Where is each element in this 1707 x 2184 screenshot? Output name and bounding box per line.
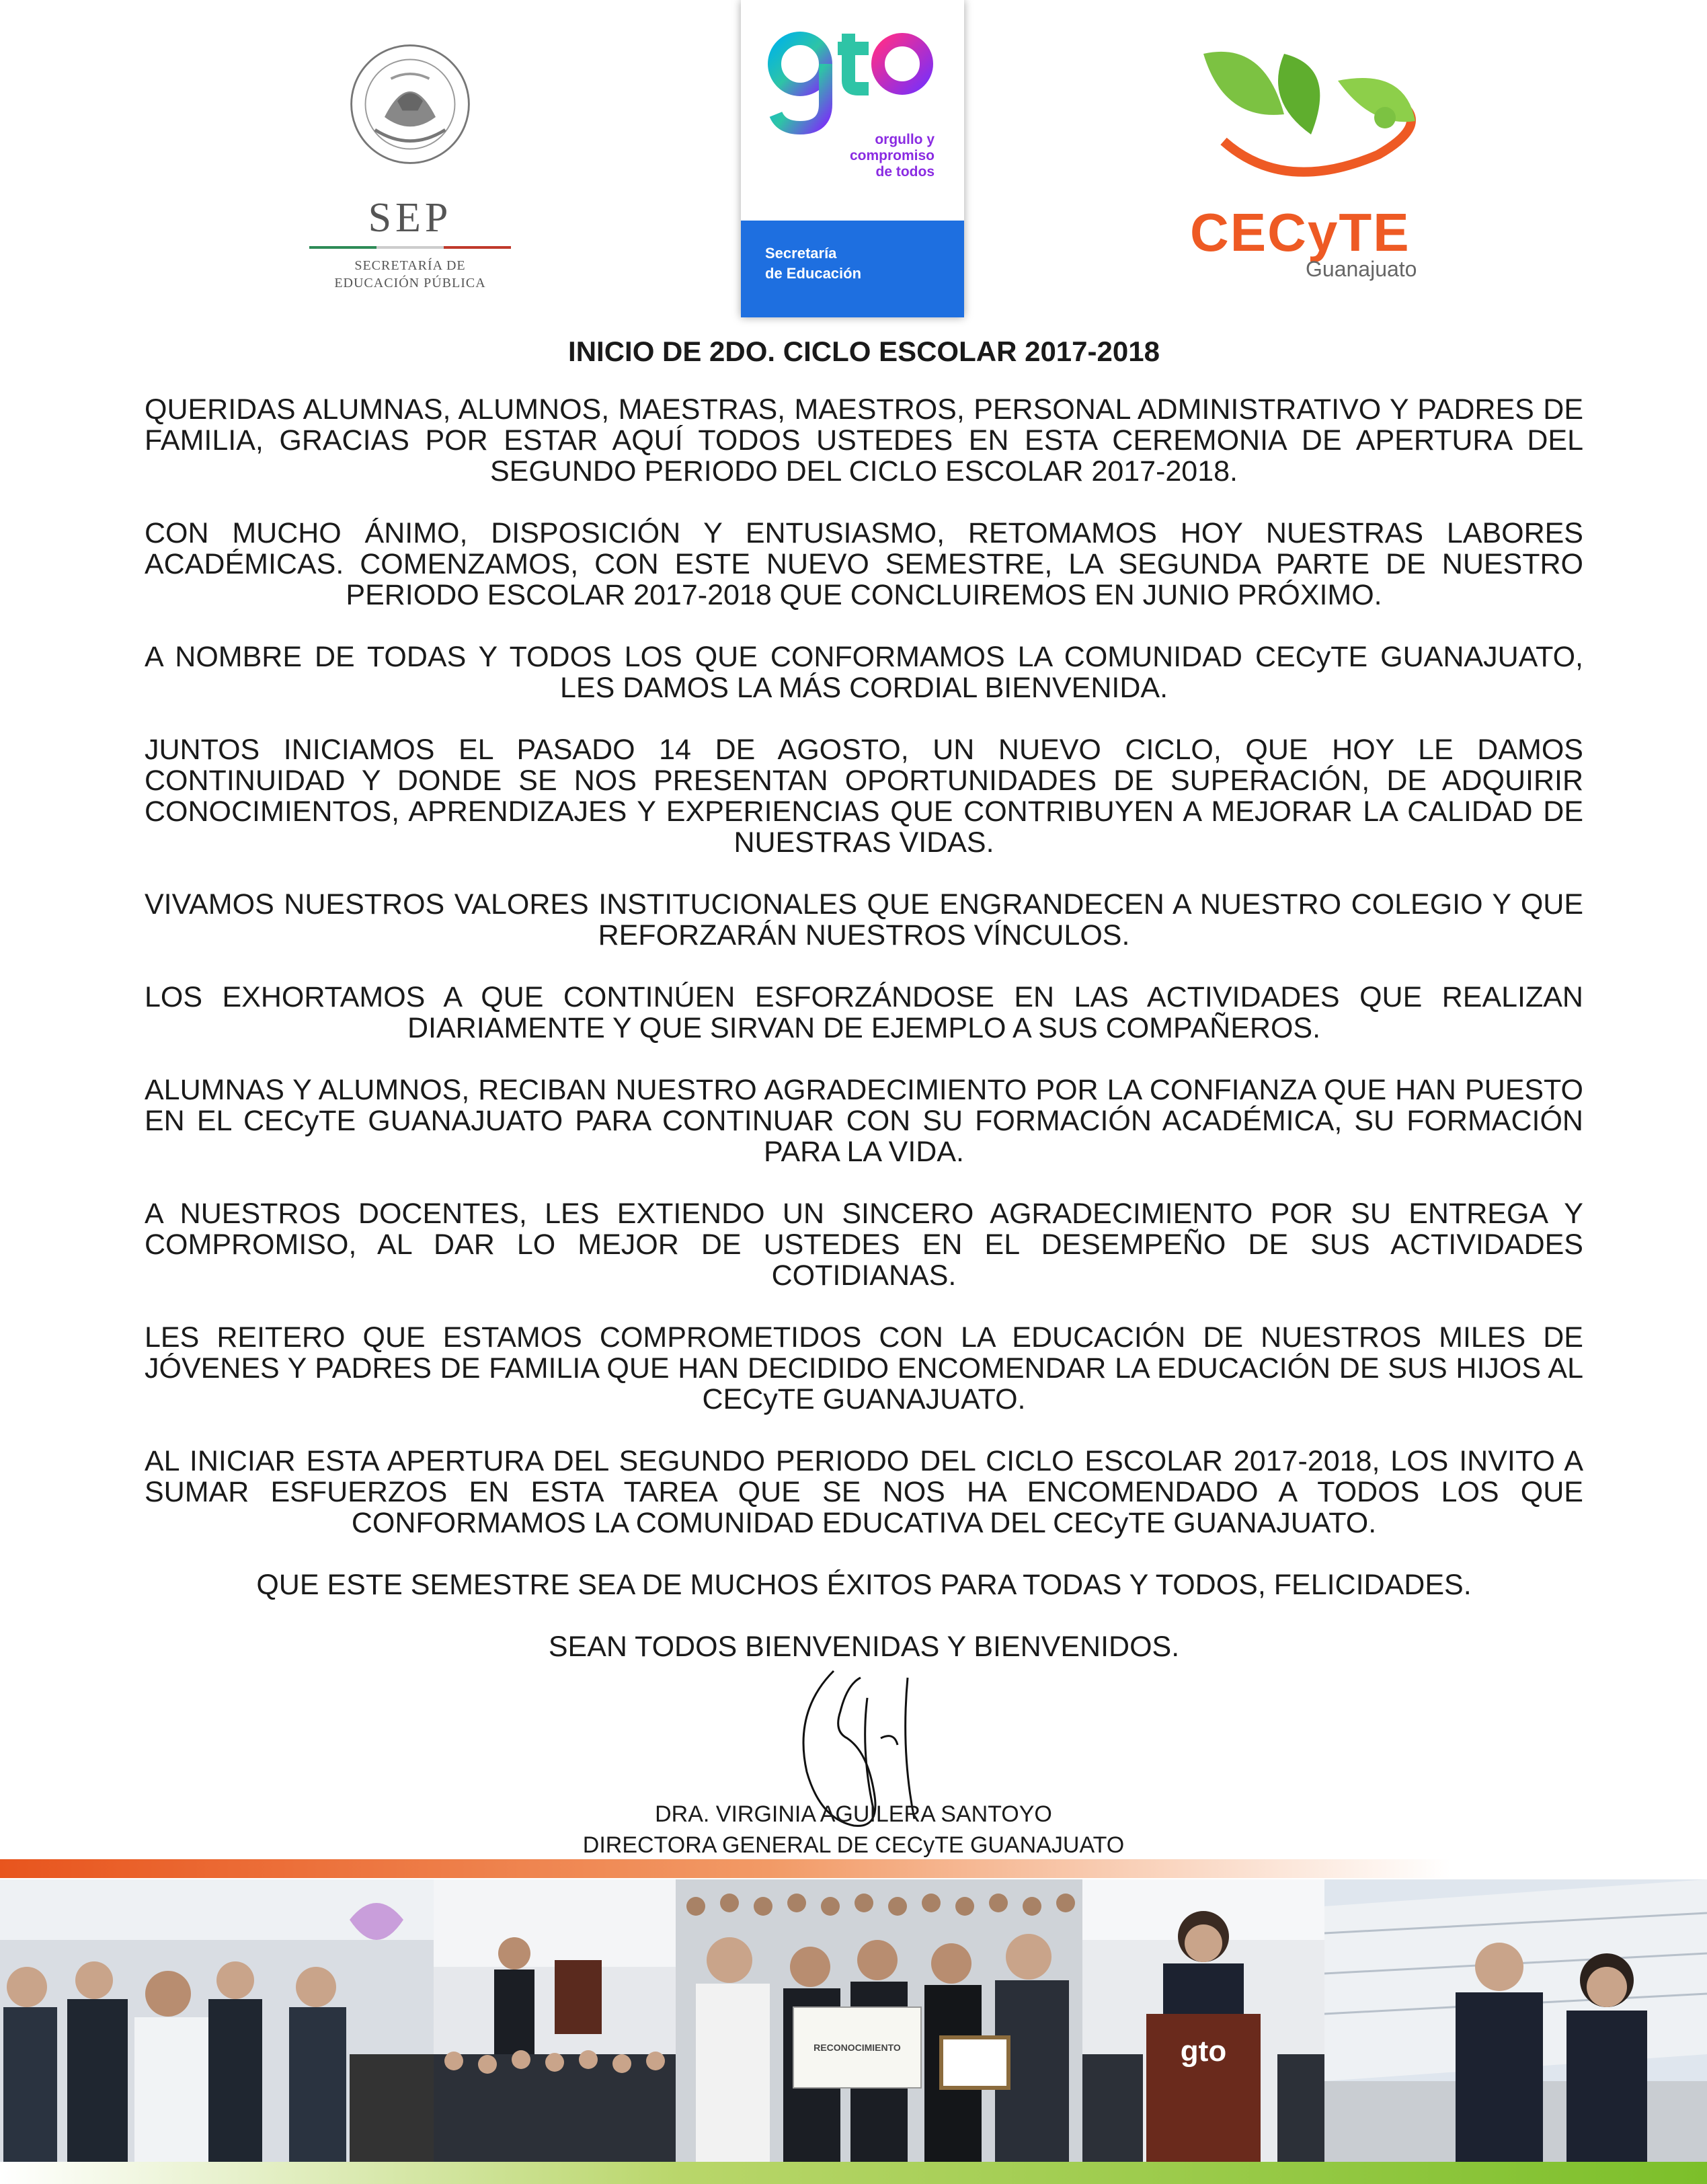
photo-student-speaker — [1082, 1879, 1324, 2162]
signer-name: DRA. VIRGINIA AGUILERA SANTOYO — [655, 1801, 1052, 1827]
sep-name-line1: SECRETARÍA DE — [354, 258, 466, 273]
paragraph: LES REITERO QUE ESTAMOS COMPROMETIDOS CON LA EDUCACIÓN DE NUESTROS MILES DE JÓVENES Y PADRES DE FAMILIA QUE HAN DECIDIDO ENCOMENDAR LA EDUCACIÓN DE SUS HIJOS AL CECyTE GUANAJUATO. — [145, 1321, 1583, 1415]
paragraph: A NOMBRE DE TODAS Y TODOS LOS QUE CONFORMAMOS LA COMUNIDAD CECyTE GUANAJUATO, LES DAMOS LA MÁS CORDIAL BIENVENIDA. — [145, 641, 1583, 704]
paragraph: AL INICIAR ESTA APERTURA DEL SEGUNDO PERIODO DEL CICLO ESCOLAR 2017-2018, LOS INVITO A SUMAR ESFUERZOS EN ESTA TAREA QUE SE NOS HA ENCOMENDADO A TODOS LOS QUE CONFORMAMOS LA COMUNIDAD EDUCATIVA DEL CECyTE GUANAJUATO. — [145, 1445, 1583, 1539]
cecyte-state: Guanajuato — [1306, 257, 1417, 281]
photo-ceremony-podium — [434, 1879, 676, 2162]
closing-line-2: SEAN TODOS BIENVENIDAS Y BIENVENIDOS. — [548, 1631, 1180, 1663]
green-stripe — [0, 2162, 1707, 2184]
gto-tagline-2: compromiso — [849, 148, 935, 163]
paragraph: JUNTOS INICIAMOS EL PASADO 14 DE AGOSTO, UN NUEVO CICLO, QUE HOY LE DAMOS CONTINUIDAD Y DONDE SE NOS PRESENTAN OPORTUNIDADES DE SUPERACIÓN, DE ADQUIRIR CONOCIMIENTOS, APRENDIZAJES Y EXPERIENCIAS QUE CONTRIBUYEN A MEJORAR LA CALIDAD DE NUESTRAS VIDAS. — [145, 734, 1583, 859]
sep-color-bar — [309, 246, 511, 249]
podium-gto-word: gto — [1180, 2035, 1227, 2068]
gto-logo-card — [741, 0, 964, 317]
gto-tagline-3: de todos — [875, 164, 935, 180]
paragraph: CON MUCHO ÁNIMO, DISPOSICIÓN Y ENTUSIASMO, RETOMAMOS HOY NUESTRAS LABORES ACADÉMICAS. COMENZAMOS, CON ESTE NUEVO SEMESTRE, LA SEGUNDA PARTE DE NUESTRO PERIODO ESCOLAR 2017-2018 QUE CONCLUIREMOS EN JUNIO PRÓXIMO. — [145, 517, 1583, 611]
photo-award-certificate — [676, 1879, 1082, 2162]
letter-title: INICIO DE 2DO. CICLO ESCOLAR 2017-2018 — [568, 336, 1160, 367]
sep-logo — [296, 34, 524, 289]
gto-tagline — [840, 132, 935, 180]
photo-students-crowd — [0, 1879, 434, 2162]
cecyte-name: CECyTE — [1190, 202, 1411, 262]
gto-dept-line1: Secretaría — [765, 245, 837, 262]
signer-block — [0, 1799, 1707, 1861]
gto-wordmark-icon — [768, 27, 936, 134]
paragraph: ALUMNAS Y ALUMNOS, RECIBAN NUESTRO AGRADECIMIENTO POR LA CONFIANZA QUE HAN PUESTO EN EL CECyTE GUANAJUATO PARA CONTINUAR CON SU FORMACIÓN ACADÉMICA, SU FORMACIÓN PARA LA VIDA. — [145, 1074, 1583, 1168]
signer-title: DIRECTORA GENERAL DE CECyTE GUANAJUATO — [582, 1832, 1125, 1858]
orange-stripe — [0, 1859, 1707, 1878]
mexico-seal-icon — [346, 40, 474, 168]
paragraph: VIVAMOS NUESTROS VALORES INSTITUCIONALES QUE ENGRANDECEN A NUESTRO COLEGIO Y QUE REFORZARÁN NUESTROS VÍNCULOS. — [145, 888, 1583, 951]
gto-department — [741, 221, 964, 317]
paragraph: A NUESTROS DOCENTES, LES EXTIENDO UN SINCERO AGRADECIMIENTO POR SU ENTREGA Y COMPROMISO, AL DAR LO MEJOR DE USTEDES EN EL DESEMPEÑO DE SUS ACTIVIDADES COTIDIANAS. — [145, 1198, 1583, 1292]
certificate-title: RECONOCIMIENTO — [813, 2042, 901, 2053]
sep-name-line2: EDUCACIÓN PÚBLICA — [334, 276, 486, 290]
paragraph: LOS EXHORTAMOS A QUE CONTINÚEN ESFORZÁNDOSE EN LAS ACTIVIDADES QUE REALIZAN DIARIAMENTE Y QUE SIRVAN DE EJEMPLO A SUS COMPAÑEROS. — [145, 981, 1583, 1044]
gto-dept-line2: de Educación — [765, 265, 862, 282]
cecyte-logo — [1183, 40, 1439, 289]
photo-students-building — [1324, 1879, 1707, 2162]
paragraph: QUERIDAS ALUMNAS, ALUMNOS, MAESTRAS, MAESTROS, PERSONAL ADMINISTRATIVO Y PADRES DE FAMILIA, GRACIAS POR ESTAR AQUÍ TODOS USTEDES EN ESTA CEREMONIA DE APERTURA DEL SEGUNDO PERIODO DEL CICLO ESCOLAR 2017-2018. — [145, 393, 1583, 488]
closing-line-1: QUE ESTE SEMESTRE SEA DE MUCHOS ÉXITOS PARA TODAS Y TODOS, FELICIDADES. — [256, 1569, 1472, 1601]
gto-tagline-1: orgullo y — [875, 132, 935, 147]
letter-body — [145, 336, 1583, 1693]
cecyte-leaves-icon — [1183, 40, 1439, 208]
photo-strip — [0, 1879, 1707, 2162]
sep-acronym: SEP — [368, 195, 452, 241]
